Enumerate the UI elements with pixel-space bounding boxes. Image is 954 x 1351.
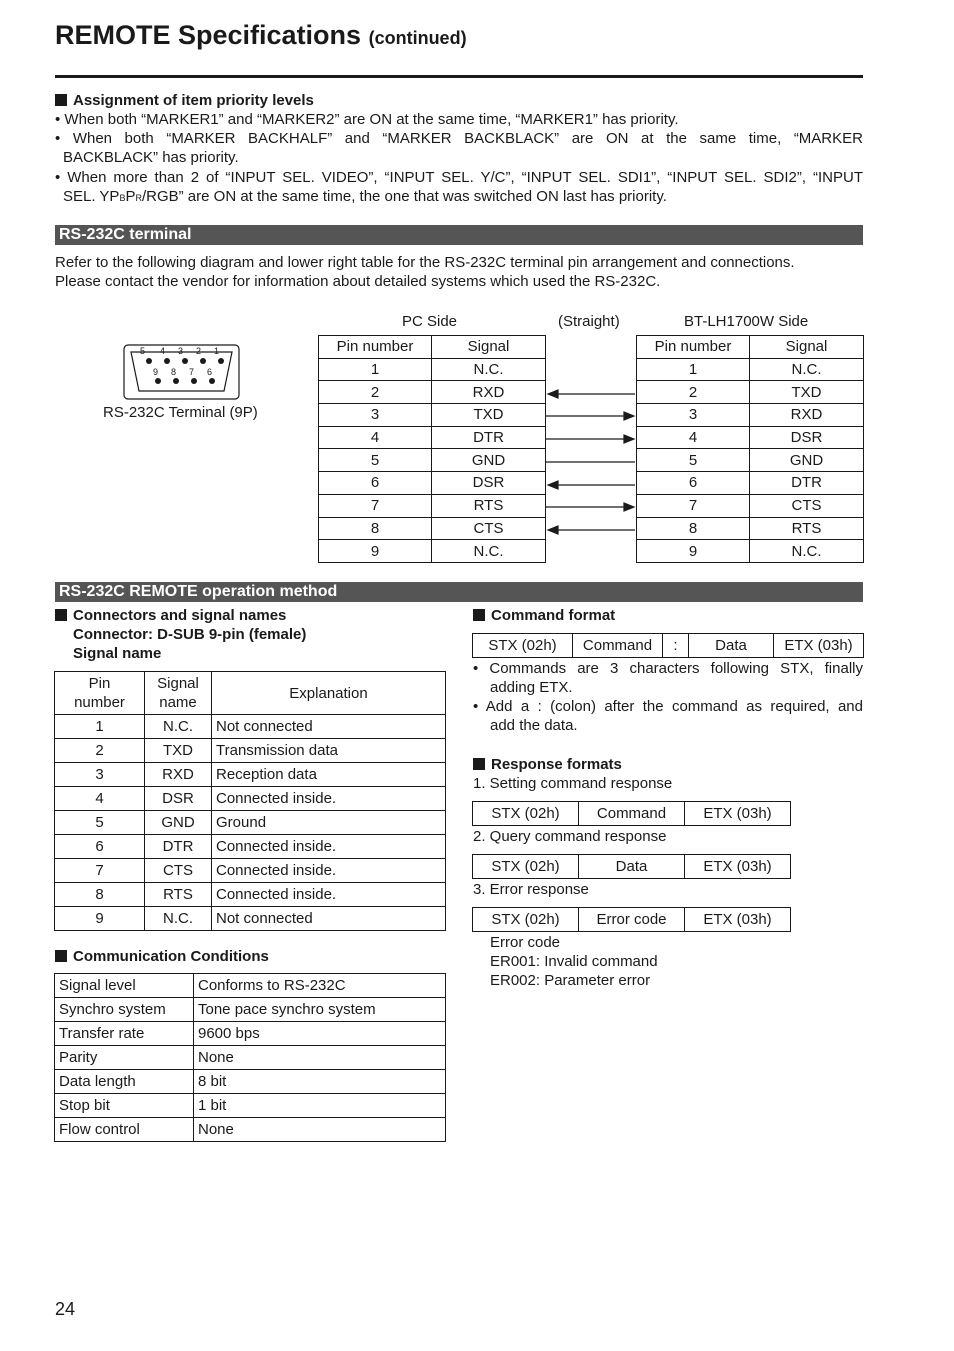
table-row [637,494,864,517]
table-row [55,1022,446,1046]
cell-signal: N.C. [432,540,546,563]
table-row [55,811,446,835]
cell-pin: 8 [637,517,750,540]
rs232-section-bar: RS-232C terminal [55,225,863,245]
cell-pin: 7 [319,494,432,517]
table-row [55,739,446,763]
response-1-table [472,801,791,826]
cell-stx: STX (02h) [473,634,573,658]
square-bullet-icon [55,950,67,962]
cell-value: 1 bit [194,1094,446,1118]
square-bullet-icon [55,609,67,621]
cell-pin: 8 [319,517,432,540]
table-row [473,634,864,658]
cell-explanation: Connected inside. [212,859,446,883]
cell-value: 9600 bps [194,1022,446,1046]
table-row [319,472,546,495]
command-format-heading [473,606,615,625]
cell-signal: RTS [432,494,546,517]
cell-signal: RXD [432,381,546,404]
square-bullet-icon [55,94,67,106]
pin-label-3: 3 [178,346,184,356]
table-row [473,908,791,932]
cell-signal: N.C. [145,907,212,931]
bt-side-label: BT-LH1700W Side [684,313,809,330]
table-row [55,974,446,998]
command-note-2a: • Add a : (colon) after the command as required, and [473,698,863,715]
remote-section-bar: RS-232C REMOTE operation method [55,582,863,602]
priority-bullet-3a: • When more than 2 of “INPUT SEL. VIDEO”, “INPUT SEL. Y/C”, “INPUT SEL. SDI1”, “INPUT SEL. SDI2”, “INPUT [55,169,863,186]
connector-caption: RS-232C Terminal (9P) [103,404,258,421]
pc-side-label: PC Side [402,313,458,330]
cell-pin: 6 [319,472,432,495]
pin-label-9: 9 [153,367,159,377]
cell-key: Parity [55,1046,194,1070]
cell-signal: CTS [750,494,864,517]
response-2-table [472,854,791,879]
response-2-label: 2. Query command response [473,828,667,845]
priority-bullet-2a: • When both “MARKER BACKHALF” and “MARKER BACKBLACK” are ON at the same time, “MARKER [55,130,863,147]
col-pin-number: Pin number [637,336,750,359]
cell-key: Transfer rate [55,1022,194,1046]
cell-pin: 2 [55,739,145,763]
cell-pin: 6 [637,472,750,495]
table-row [319,358,546,381]
response-3-table [472,907,791,932]
cell-pin: 6 [55,835,145,859]
cell-explanation: Connected inside. [212,835,446,859]
cell-key: Stop bit [55,1094,194,1118]
connectors-heading [55,606,286,625]
page-title [55,20,467,51]
rs232-intro-1: Refer to the following diagram and lower right table for the RS-232C terminal pin arrangement and connections. [55,254,795,271]
pin-label-1: 1 [214,346,220,356]
table-row [55,763,446,787]
table-row [55,835,446,859]
square-bullet-icon [473,609,485,621]
wiring-arrows [546,335,636,563]
cell-pin: 1 [319,358,432,381]
cell-signal: N.C. [750,540,864,563]
cell-stx: STX (02h) [473,908,579,932]
cell-signal: GND [750,449,864,472]
cell-explanation: Connected inside. [212,883,446,907]
pin-label-4: 4 [160,346,166,356]
cell-error-code: Error code [579,908,685,932]
cell-signal: RXD [145,763,212,787]
table-row [55,787,446,811]
table-row [319,426,546,449]
arrow-right-head [624,412,634,420]
cell-key: Data length [55,1070,194,1094]
pin-label-8: 8 [171,367,177,377]
arrow-right-head [624,435,634,443]
cell-data: Data [689,634,774,658]
cell-value: Tone pace synchro system [194,998,446,1022]
cell-signal: DSR [145,787,212,811]
table-row [319,404,546,427]
comm-heading-text: Communication Conditions [73,948,269,965]
cell-pin: 4 [637,426,750,449]
table-row [637,472,864,495]
cell-value: 8 bit [194,1070,446,1094]
connector-type: Connector: D-SUB 9-pin (female) [73,626,307,643]
cell-key: Synchro system [55,998,194,1022]
cell-explanation: Ground [212,811,446,835]
cell-pin: 3 [55,763,145,787]
arrow-right-head [624,503,634,511]
pin-label-5: 5 [140,346,146,356]
table-row [637,404,864,427]
table-row [319,381,546,404]
rs232-intro-2: Please contact the vendor for information about detailed systems which used the RS-232C. [55,273,661,290]
error-er001: ER001: Invalid command [490,953,658,970]
table-row [637,426,864,449]
command-note-1a: • Commands are 3 characters following STX, finally [473,660,863,677]
cell-pin: 7 [637,494,750,517]
cell-etx: ETX (03h) [774,634,864,658]
priority-heading [55,91,314,110]
cell-signal: DTR [145,835,212,859]
col-pin-number [55,672,145,715]
cell-etx: ETX (03h) [685,908,791,932]
cell-signal: CTS [145,859,212,883]
bt-side-table [636,335,864,563]
table-row [473,855,791,879]
cell-pin: 9 [637,540,750,563]
pc-side-table [318,335,546,563]
cell-signal: DSR [750,426,864,449]
cell-pin: 3 [637,404,750,427]
col-pin-line2: number [74,694,125,711]
table-row [473,802,791,826]
pin-label-2: 2 [196,346,202,356]
command-note-1b: adding ETX. [490,679,573,696]
cell-key: Signal level [55,974,194,998]
cell-value: None [194,1046,446,1070]
straight-label: (Straight) [558,313,620,330]
pin-label-7: 7 [189,367,195,377]
table-row [319,494,546,517]
page-title-continued: (continued) [368,28,467,48]
command-format-table [472,633,864,658]
response-formats-heading [473,755,622,774]
col-signal: Signal [432,336,546,359]
table-row [637,517,864,540]
cell-stx: STX (02h) [473,855,579,879]
cell-signal: DTR [750,472,864,495]
square-bullet-icon [473,758,485,770]
cell-command: Command [579,802,685,826]
cell-signal: GND [432,449,546,472]
bullet3b-sub2: R [135,193,142,203]
table-header-row [637,336,864,359]
col-sig-line2: name [159,694,197,711]
arrow-left-head [548,481,558,489]
table-row [55,998,446,1022]
table-row [55,883,446,907]
command-heading-text: Command format [491,607,616,624]
table-row [637,449,864,472]
cell-value: Conforms to RS-232C [194,974,446,998]
cell-explanation: Not connected [212,907,446,931]
table-row [55,1046,446,1070]
bullet3b-sub1: B [119,193,126,203]
table-row [55,1070,446,1094]
cell-pin: 4 [55,787,145,811]
cell-value: None [194,1118,446,1142]
cell-pin: 9 [55,907,145,931]
table-row [55,715,446,739]
cell-pin: 5 [319,449,432,472]
page-number: 24 [55,1299,76,1319]
cell-pin: 3 [319,404,432,427]
cell-pin: 5 [637,449,750,472]
response-3-label: 3. Error response [473,881,589,898]
cell-signal: RXD [750,404,864,427]
bullet3b-post: /RGB” are ON at the same time, the one that was switched ON last has priority. [141,188,667,205]
table-row [319,517,546,540]
table-row [637,381,864,404]
bullet3b-mid: P [125,188,136,205]
col-signal-name [145,672,212,715]
cell-pin: 2 [637,381,750,404]
col-pin-line1: Pin [88,675,111,692]
priority-bullet-2b: BACKBLACK” has priority. [63,149,239,166]
cell-colon: : [663,634,689,658]
col-sig-line1: Signal [157,675,199,692]
cell-signal: DTR [432,426,546,449]
cell-signal: TXD [145,739,212,763]
comm-conditions-table [54,973,446,1142]
cell-etx: ETX (03h) [685,802,791,826]
table-row [55,859,446,883]
page-title-text: REMOTE Specifications [55,20,362,50]
response-1-label: 1. Setting command response [473,775,673,792]
col-signal: Signal [750,336,864,359]
cell-pin: 8 [55,883,145,907]
table-row [55,907,446,931]
arrow-left-head [548,390,558,398]
table-row [55,1118,446,1142]
cell-explanation: Transmission data [212,739,446,763]
table-row [319,449,546,472]
cell-pin: 1 [637,358,750,381]
cell-signal: N.C. [750,358,864,381]
signal-explanation-table [54,671,446,931]
cell-pin: 1 [55,715,145,739]
cell-signal: TXD [432,404,546,427]
response-heading-text: Response formats [491,756,622,773]
error-code-label: Error code [490,934,561,951]
cell-data: Data [579,855,685,879]
arrow-left-head [548,526,558,534]
pin-label-6: 6 [207,367,213,377]
col-pin-number: Pin number [319,336,432,359]
cell-signal: N.C. [432,358,546,381]
cell-signal: RTS [750,517,864,540]
error-er002: ER002: Parameter error [490,972,651,989]
table-header-row [319,336,546,359]
cell-pin: 7 [55,859,145,883]
table-row [637,540,864,563]
cell-explanation: Reception data [212,763,446,787]
cell-explanation: Connected inside. [212,787,446,811]
cell-signal: TXD [750,381,864,404]
cell-pin: 9 [319,540,432,563]
cell-signal: CTS [432,517,546,540]
cell-command: Command [573,634,663,658]
table-row [637,358,864,381]
priority-bullet-1: • When both “MARKER1” and “MARKER2” are ON at the same time, “MARKER1” has priority. [55,111,679,128]
bullet3b-pre: SEL. YP [63,188,120,205]
cell-pin: 5 [55,811,145,835]
signal-name-heading: Signal name [73,645,162,662]
table-row [319,540,546,563]
cell-signal: GND [145,811,212,835]
command-note-2b: add the data. [490,717,578,734]
cell-key: Flow control [55,1118,194,1142]
table-row [55,1094,446,1118]
table-header-row [55,672,446,715]
cell-explanation: Not connected [212,715,446,739]
cell-etx: ETX (03h) [685,855,791,879]
cell-pin: 4 [319,426,432,449]
comm-conditions-heading [55,947,269,966]
title-rule [55,75,863,78]
cell-signal: DSR [432,472,546,495]
cell-stx: STX (02h) [473,802,579,826]
connectors-heading-text: Connectors and signal names [73,607,287,624]
cell-signal: N.C. [145,715,212,739]
priority-bullet-3b [63,187,667,208]
priority-heading-text: Assignment of item priority levels [73,92,314,109]
cell-signal: RTS [145,883,212,907]
col-explanation: Explanation [212,672,446,715]
cell-pin: 2 [319,381,432,404]
